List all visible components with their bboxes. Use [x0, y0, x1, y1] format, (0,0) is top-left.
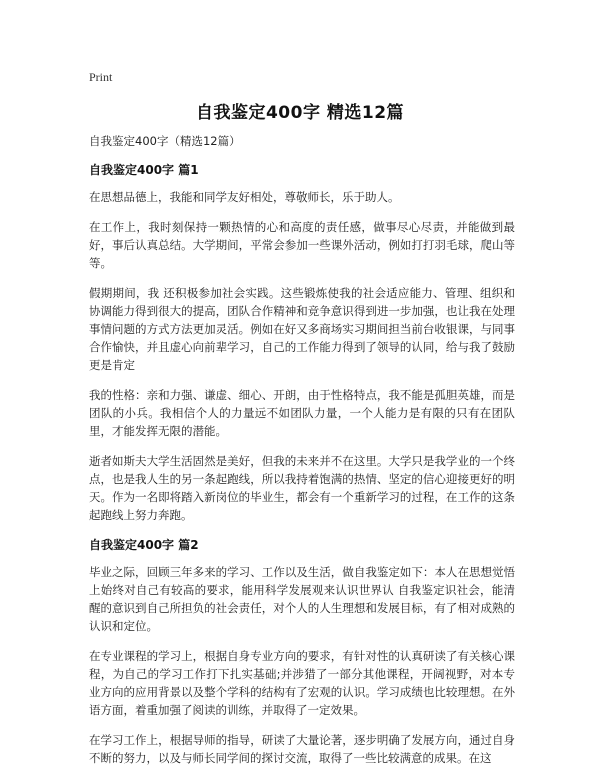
paragraph: 在专业课程的学习上，根据自身专业方向的要求，有针对性的认真研读了有关核心课程，为自己的学习工作打下扎实基础;并涉猎了一部分其他课程，开阔视野，对本专业方向的应用背景以及整个学科的结构有了宏观的认识。学习成绩也比较理想。在外语方面，着重加强了阅读的训练，并取得了一定效果。 [89, 649, 515, 717]
document-body [89, 132, 515, 776]
paragraph: 在学习工作上，根据导师的指导，研读了大量论著，逐步明确了发展方向，通过自身不断的努力，以及与师长同学间的探讨交流，取得了一些比较满意的成果。在这 [89, 733, 515, 765]
section-heading: 自我鉴定400字 篇2 [89, 538, 199, 552]
section-2 [89, 536, 515, 767]
paragraph: 在工作上，我时刻保持一颗热情的心和高度的责任感，做事尽心尽责，并能做到最好，事后认真总结。大学期间，平常会参加一些课外活动，例如打打羽毛球，爬山等等。 [89, 220, 515, 270]
document-title: 自我鉴定400字 精选12篇 [195, 103, 405, 123]
print-link[interactable]: Print [89, 70, 113, 84]
paragraph: 毕业之际，回顾三年多来的学习、工作以及生活，做自我鉴定如下：本人在思想觉悟上始终对自己有较高的要求，能用科学发展观来认识世界认 自我鉴定识社会，能清醒的意识到自己所担负的社会责任，对个人的人生理想和发展目标，有了相对成熟的认识和定位。 [89, 565, 515, 633]
paragraph: 我的性格：亲和力强、谦虚、细心、开朗，由于性格特点，我不能是孤胆英雄，而是团队的小兵。我相信个人的力量远不如团队力量，一个人能力是有限的只有在团队里，才能发挥无限的潜能。 [89, 388, 515, 438]
document-subtitle: 自我鉴定400字（精选12篇） [89, 134, 241, 148]
section-heading: 自我鉴定400字 篇1 [89, 163, 199, 177]
paragraph: 假期期间，我 还积极参加社会实践。这些锻炼使我的社会适应能力、管理、组织和协调能力得到很大的提高，团队合作精神和竞争意识得到进一步加强，也让我在处理事情问题的方式方法更加灵活。例如在好又多商场实习期间担当前台收银课，与同事合作愉快，并且虚心向前辈学习，自己的工作能力得到了领导的认同，给与我了鼓励更是肯定 [89, 286, 515, 372]
paragraph: 在思想品德上，我能和同学友好相处，尊敬师长，乐于助人。 [89, 190, 400, 204]
section-1 [89, 161, 515, 524]
paragraph: 逝者如斯夫大学生活固然是美好，但我的未来并不在这里。大学只是我学业的一个终点，也是我人生的另一条起跑线，所以我持着饱满的热情、坚定的信心迎接更好的明天。作为一名即将踏入新岗位的毕业生，都会有一个重新学习的过程，在工作的这条起跑线上努力奔跑。 [89, 454, 515, 522]
